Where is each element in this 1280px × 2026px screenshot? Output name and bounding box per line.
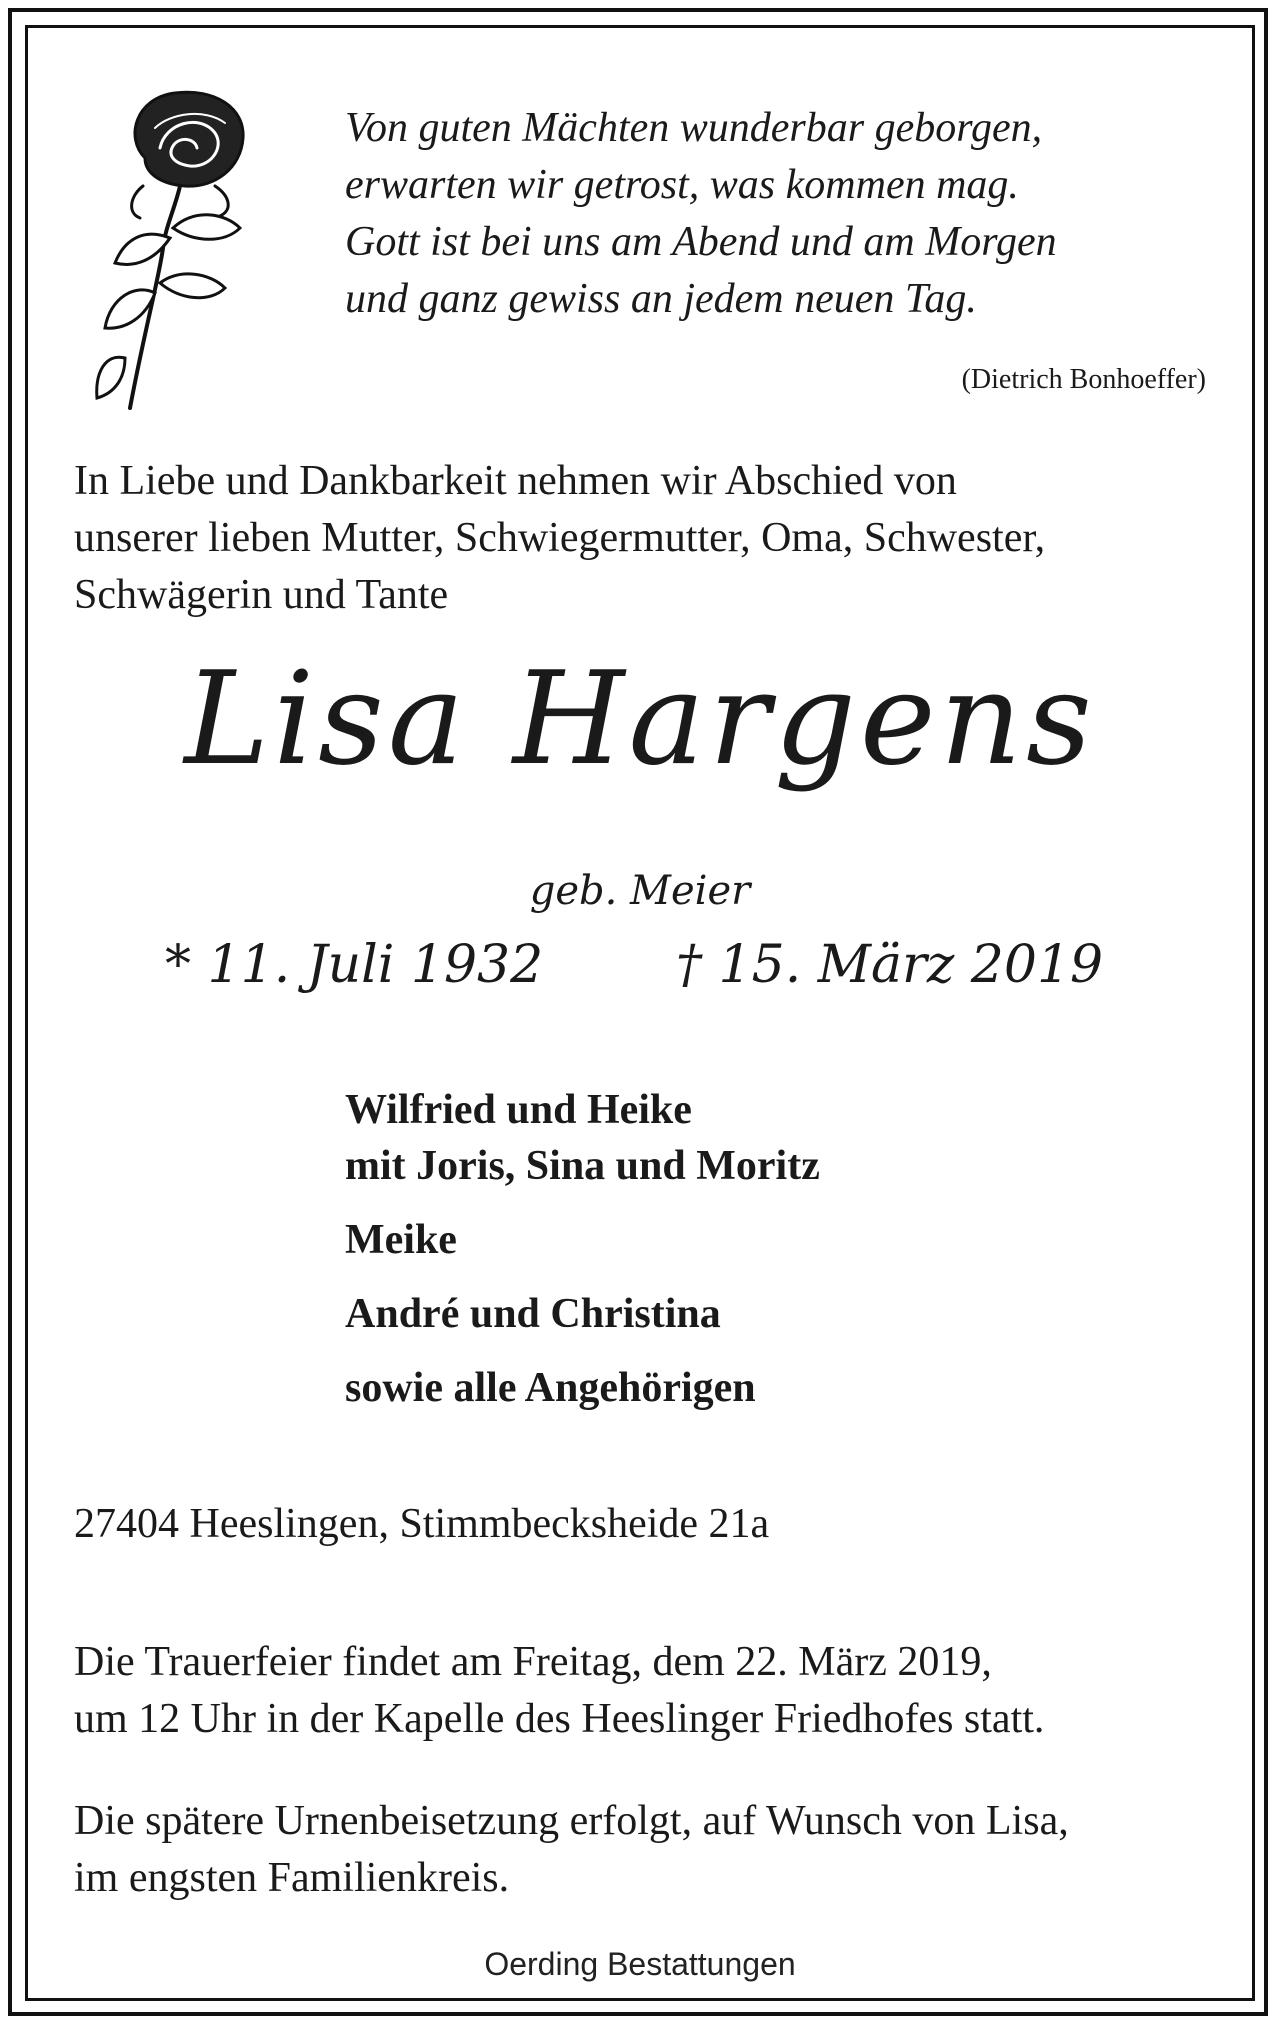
mourner-line: Meike	[345, 1217, 457, 1263]
service-line: Die Trauerfeier findet am Freitag, dem 22. März 2019,	[74, 1639, 992, 1685]
mourner-line: mit Joris, Sina und Moritz	[345, 1143, 820, 1189]
burial-info	[74, 1793, 1069, 1907]
address	[74, 1496, 769, 1553]
mourner-line: Wilfried und Heike	[345, 1087, 692, 1133]
mourner-line: André und Christina	[345, 1291, 721, 1337]
mourners-list	[345, 1082, 820, 1416]
service-info	[74, 1634, 1044, 1748]
birth-date: * 11. Juli 1932	[165, 935, 544, 995]
intro-text	[74, 453, 1045, 624]
address-line: 27404 Heeslingen, Stimmbecksheide 21a	[74, 1501, 770, 1547]
poem	[345, 100, 1057, 328]
born-name: geb. Meier	[529, 868, 751, 914]
intro-line: In Liebe und Dankbarkeit nehmen wir Abschied von	[74, 458, 957, 504]
poem-line: Von guten Mächten wunderbar geborgen,	[345, 105, 1043, 151]
undertaker: Oerding Bestattungen	[484, 1946, 796, 1982]
rose-icon	[85, 78, 265, 428]
poem-line: und ganz gewiss an jedem neuen Tag.	[345, 276, 977, 322]
death-date: † 15. März 2019	[676, 935, 1104, 995]
mourner-line: sowie alle Angehörigen	[345, 1365, 756, 1411]
poem-line: erwarten wir getrost, was kommen mag.	[345, 162, 1019, 208]
intro-line: Schwägerin und Tante	[74, 572, 449, 618]
poem-line: Gott ist bei uns am Abend und am Morgen	[345, 219, 1057, 265]
burial-line: im engsten Familienkreis.	[74, 1855, 510, 1901]
intro-line: unserer lieben Mutter, Schwiegermutter, Oma, Schwester,	[74, 515, 1046, 561]
deceased-name: Lisa Hargens	[184, 645, 1096, 794]
service-line: um 12 Uhr in der Kapelle des Heeslinger Friedhofes statt.	[74, 1696, 1045, 1742]
poem-source: (Dietrich Bonhoeffer)	[961, 364, 1206, 395]
burial-line: Die spätere Urnenbeisetzung erfolgt, auf Wunsch von Lisa,	[74, 1798, 1069, 1844]
